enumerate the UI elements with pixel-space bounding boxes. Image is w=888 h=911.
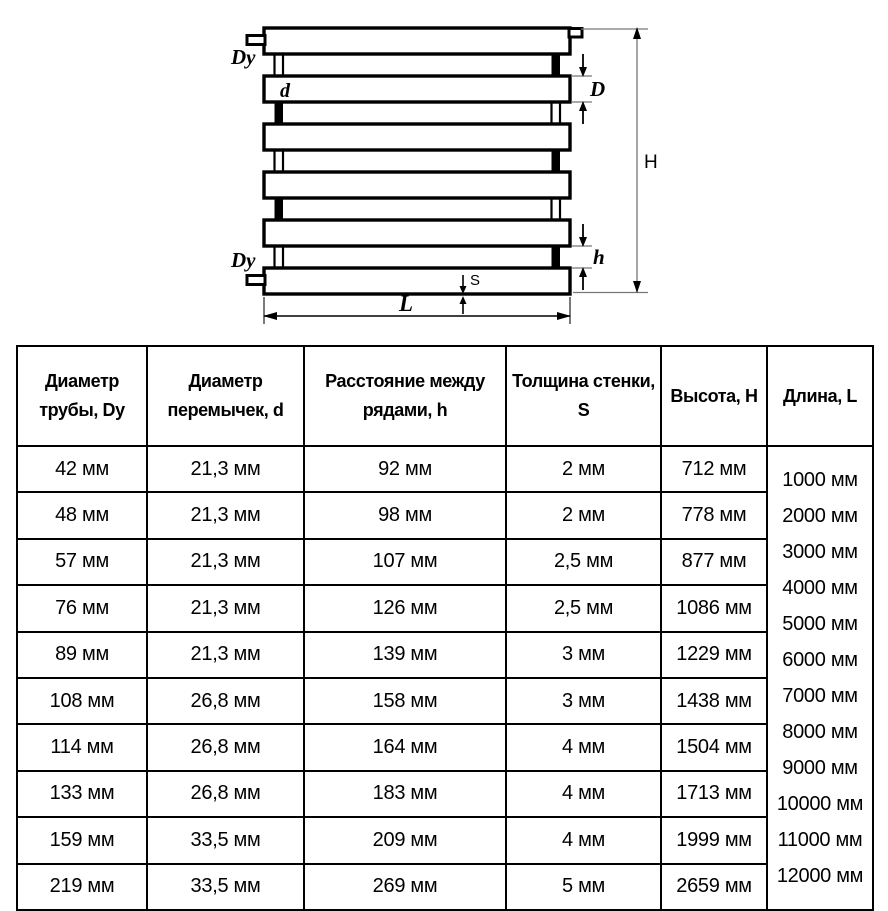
table-cell: 4 мм <box>506 817 661 863</box>
col-header-pipe-diameter: Диаметр трубы, Dy <box>17 346 147 446</box>
label-dy-top: Dy <box>231 45 256 69</box>
label-pipe-diameter-D: D <box>590 77 606 101</box>
length-value: 2000 мм <box>782 505 858 527</box>
arrowhead-down <box>633 281 641 293</box>
length-value: 12000 мм <box>776 865 864 887</box>
table-cell: 21,3 мм <box>147 585 304 631</box>
table-cell: 76 мм <box>17 585 147 631</box>
table-cell: 1999 мм <box>661 817 767 863</box>
length-value: 5000 мм <box>782 613 858 635</box>
table-cell: 2659 мм <box>661 864 767 910</box>
table-cell: 89 мм <box>17 632 147 678</box>
length-value: 9000 мм <box>782 757 858 779</box>
header-row <box>17 346 873 446</box>
table-cell: 21,3 мм <box>147 632 304 678</box>
table-cell: 26,8 мм <box>147 771 304 817</box>
col-header-jumper-diameter: Диаметр перемычек, d <box>147 346 304 446</box>
dim-D <box>571 54 605 124</box>
arrowhead-up <box>460 296 467 304</box>
table-row <box>17 817 873 863</box>
spec-table-body <box>17 446 873 910</box>
table-cell: 209 мм <box>304 817 506 863</box>
table-cell: 1229 мм <box>661 632 767 678</box>
table-cell: 4 мм <box>506 724 661 770</box>
air-vent-stub-top-right <box>569 29 582 38</box>
table-cell: 4 мм <box>506 771 661 817</box>
table-cell: 126 мм <box>304 585 506 631</box>
pipe-row <box>264 268 570 294</box>
col-header-height: Высота, H <box>661 346 767 446</box>
table-cell: 269 мм <box>304 864 506 910</box>
length-value: 3000 мм <box>782 541 858 563</box>
length-value: 4000 мм <box>782 577 858 599</box>
table-cell: 21,3 мм <box>147 446 304 492</box>
table-cell: 3 мм <box>506 632 661 678</box>
table-row <box>17 864 873 910</box>
table-cell: 164 мм <box>304 724 506 770</box>
table-row <box>17 585 873 631</box>
col-header-length: Длина, L <box>767 346 873 446</box>
table-cell: 183 мм <box>304 771 506 817</box>
arrowhead-left <box>263 312 277 320</box>
dim-L <box>263 291 571 324</box>
table-cell: 778 мм <box>661 492 767 538</box>
table-cell: 21,3 мм <box>147 539 304 585</box>
outlet-stub-bottom-left <box>247 276 265 285</box>
table-row <box>17 724 873 770</box>
dim-H <box>573 27 658 293</box>
table-row <box>17 539 873 585</box>
label-length-L: L <box>399 291 414 316</box>
col-header-row-spacing: Расстояние между рядами, h <box>304 346 506 446</box>
length-value: 6000 мм <box>782 649 858 671</box>
dim-h <box>572 224 605 290</box>
table-cell: 133 мм <box>17 771 147 817</box>
table-cell: 219 мм <box>17 864 147 910</box>
inlet-stub-top-left <box>247 36 265 45</box>
label-dy-bottom: Dy <box>231 248 256 272</box>
pipe-row <box>264 28 570 54</box>
table-cell: 5 мм <box>506 864 661 910</box>
table-cell: 107 мм <box>304 539 506 585</box>
pipe-row <box>264 124 570 150</box>
table-cell: 114 мм <box>17 724 147 770</box>
table-cell: 2,5 мм <box>506 539 661 585</box>
table-cell: 1504 мм <box>661 724 767 770</box>
table-cell: 1438 мм <box>661 678 767 724</box>
table-cell: 42 мм <box>17 446 147 492</box>
table-cell: 877 мм <box>661 539 767 585</box>
table-cell: 26,8 мм <box>147 678 304 724</box>
col-header-wall-thickness: Толщина стенки, S <box>506 346 661 446</box>
table-cell: 1086 мм <box>661 585 767 631</box>
pipe-row <box>264 76 570 102</box>
table-cell: 3 мм <box>506 678 661 724</box>
table-cell: 21,3 мм <box>147 492 304 538</box>
table-cell: 2 мм <box>506 492 661 538</box>
label-row-gap-h: h <box>593 245 605 269</box>
table-cell: 57 мм <box>17 539 147 585</box>
table-row <box>17 446 873 492</box>
length-value: 10000 мм <box>776 793 864 815</box>
label-height-H: H <box>644 152 658 173</box>
pipe-row <box>264 220 570 246</box>
table-cell: 158 мм <box>304 678 506 724</box>
table-cell: 1713 мм <box>661 771 767 817</box>
table-cell: 712 мм <box>661 446 767 492</box>
pipe-rows <box>264 28 570 294</box>
table-cell: 98 мм <box>304 492 506 538</box>
label-wall-S: S <box>470 272 481 289</box>
length-value: 11000 мм <box>777 829 863 851</box>
length-value: 8000 мм <box>782 721 858 743</box>
length-values-cell <box>767 446 873 910</box>
length-value: 7000 мм <box>782 685 858 707</box>
length-values-stack <box>771 447 869 909</box>
table-row <box>17 492 873 538</box>
label-jumper-d: d <box>280 80 290 102</box>
table-cell: 48 мм <box>17 492 147 538</box>
table-cell: 2 мм <box>506 446 661 492</box>
length-value: 1000 мм <box>782 469 858 491</box>
table-cell: 2,5 мм <box>506 585 661 631</box>
table-cell: 159 мм <box>17 817 147 863</box>
table-row <box>17 632 873 678</box>
table-cell: 33,5 мм <box>147 817 304 863</box>
pipe-row <box>264 172 570 198</box>
table-cell: 108 мм <box>17 678 147 724</box>
register-spec-table <box>16 345 874 911</box>
table-row <box>17 771 873 817</box>
arrowhead-right <box>557 312 571 320</box>
table-cell: 139 мм <box>304 632 506 678</box>
table-row <box>17 678 873 724</box>
table-cell: 33,5 мм <box>147 864 304 910</box>
register-drawing <box>0 0 888 345</box>
table-cell: 92 мм <box>304 446 506 492</box>
table-cell: 26,8 мм <box>147 724 304 770</box>
